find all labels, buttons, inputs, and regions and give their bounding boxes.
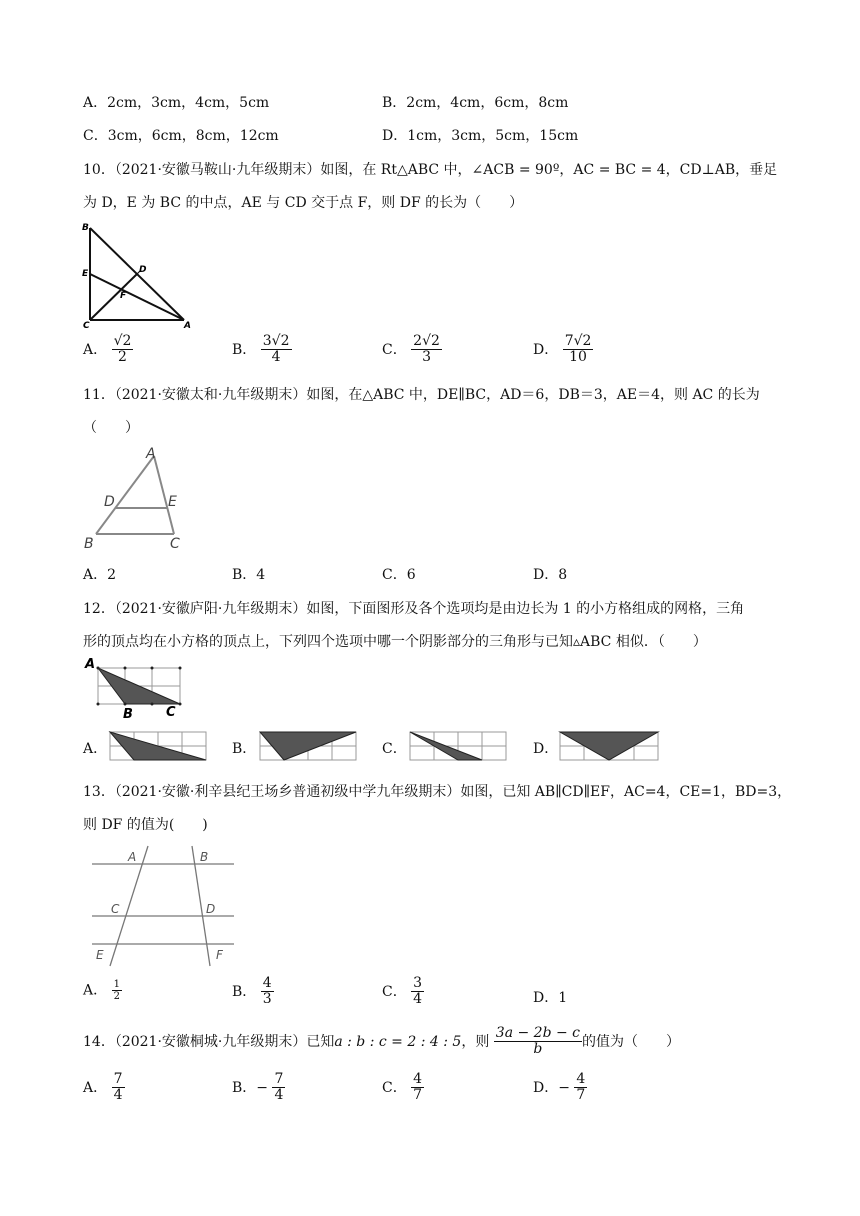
q10-label-c: C <box>83 321 90 331</box>
q10-label-d: D <box>139 265 147 275</box>
q9-option-c: C．3cm，6cm，8cm，12cm <box>83 128 279 144</box>
q10-stem-line1: 10．（2021·安徽马鞍山·九年级期末）如图，在 Rt△ABC 中，∠ACB = 90º，AC = BC = 4，CD⊥AB，垂足 <box>83 162 778 178</box>
q13-option-d: D．1 <box>533 990 568 1006</box>
q14-option-b: B．− $\frac{7}{4}$ <box>232 1071 284 1104</box>
q11-label-c: C <box>170 536 180 552</box>
q13-label-e: E <box>96 948 104 962</box>
q14-option-d: D．− $\frac{4}{7}$ <box>533 1071 586 1104</box>
q12-stem-line1: 12．（2021·安徽庐阳·九年级期末）如图，下面图形及各个选项均是由边长为 1 的小方格组成的网格，三角 <box>83 601 745 617</box>
q13-label-b: B <box>200 850 209 864</box>
q13-label-f: F <box>216 948 223 962</box>
q10-label-e: E <box>82 269 89 279</box>
q12-option-a-figure <box>108 730 208 762</box>
q13-stem-line2: 则 DF 的值为( ) <box>83 817 208 833</box>
q9-option-d: D．1cm，3cm，5cm，15cm <box>382 128 579 144</box>
q12-option-c-letter: C． <box>382 741 407 757</box>
q12-label-b: B <box>123 707 133 722</box>
q13-label-a: A <box>128 850 137 864</box>
q10-option-a: A． $\frac{√2}{2}$ <box>83 333 132 366</box>
q12-option-a-letter: A． <box>83 741 108 757</box>
q12-label-c: C <box>166 705 176 720</box>
q11-option-c: C．6 <box>382 567 416 583</box>
q10-label-f: F <box>120 291 127 301</box>
q14-stem: 14．（2021·安徽桐城·九年级期末）已知a : b : c = 2 : 4 : 5，则 $\frac{3a - 2b - c}{b}$ 的值为（ ） <box>83 1025 681 1058</box>
q14-option-a: A． $\frac{7}{4}$ <box>83 1071 123 1104</box>
q10-label-a: A <box>184 321 191 331</box>
q11-label-e: E <box>168 494 177 510</box>
q10-label-b: B <box>82 223 89 233</box>
q13-option-a: A． $\frac{1}{2}$ <box>83 979 120 1002</box>
q12-figure <box>82 656 192 720</box>
q11-stem-line2: （ ） <box>83 420 139 436</box>
q10-figure <box>80 222 195 330</box>
q13-label-d: D <box>206 902 216 916</box>
q13-stem-line1: 13．（2021·安徽·利辛县纪王场乡普通初级中学九年级期末）如图，已知 AB∥CD∥EF，AC=4，CE=1，BD=3， <box>83 784 792 800</box>
q9-option-b: B．2cm，4cm，6cm，8cm <box>382 95 569 111</box>
q10-option-d: D． $\frac{7√2}{10}$ <box>533 333 592 366</box>
q11-label-b: B <box>84 536 94 552</box>
q12-option-d-figure <box>558 730 660 762</box>
q11-figure <box>82 444 192 552</box>
q12-label-a: A <box>85 657 96 672</box>
q10-option-c: C． $\frac{2√2}{3}$ <box>382 333 440 366</box>
q11-label-a: A <box>146 446 156 462</box>
q11-label-d: D <box>104 494 115 510</box>
q12-option-b-letter: B． <box>232 741 257 757</box>
q11-stem-line1: 11．（2021·安徽太和·九年级期末）如图，在△ABC 中，DE∥BC，AD＝6，DB＝3，AE＝4，则 AC 的长为 <box>83 387 760 403</box>
q13-label-c: C <box>111 902 120 916</box>
q13-option-c: C． $\frac{3}{4}$ <box>382 975 423 1008</box>
q12-stem-line2: 形的顶点均在小方格的顶点上，下列四个选项中哪一个阴影部分的三角形与已知▵ABC 相似．（ ） <box>83 634 707 650</box>
q12-option-c-figure <box>408 730 508 762</box>
q11-option-b: B．4 <box>232 567 266 583</box>
q13-option-b: B． $\frac{4}{3}$ <box>232 975 272 1008</box>
q9-option-a: A．2cm，3cm，4cm，5cm <box>83 95 270 111</box>
q14-option-c: C． $\frac{4}{7}$ <box>382 1071 423 1104</box>
q10-option-b: B． $\frac{3√2}{4}$ <box>232 333 290 366</box>
q11-option-d: D．8 <box>533 567 568 583</box>
q12-option-d-letter: D． <box>533 741 559 757</box>
q10-stem-line2: 为 D，E 为 BC 的中点，AE 与 CD 交于点 F，则 DF 的长为（ ） <box>83 195 524 211</box>
q12-option-b-figure <box>258 730 358 762</box>
q13-figure <box>88 842 238 970</box>
q11-option-a: A．2 <box>83 567 117 583</box>
